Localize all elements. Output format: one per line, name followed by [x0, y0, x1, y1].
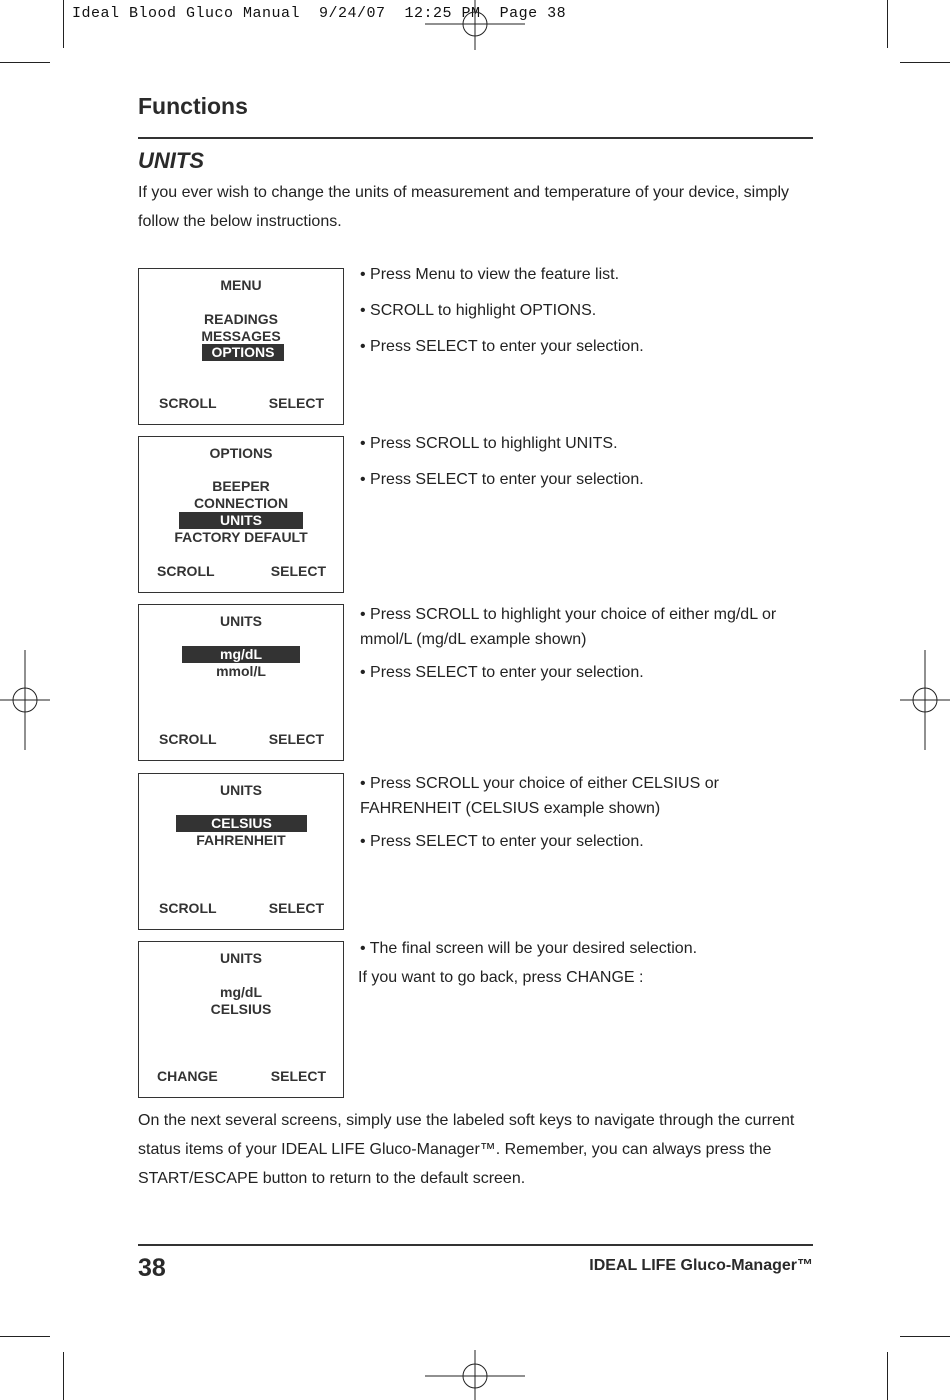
soft-key-right: SELECT — [268, 395, 324, 411]
step-line: • Press SCROLL to highlight your choice of either mg/dL or mmol/L (mg/dL example shown) — [360, 606, 777, 648]
crop-mark — [900, 1336, 950, 1337]
device-screen-units-glucose — [138, 604, 344, 761]
step-line: • The final screen will be your desired selection. — [360, 940, 698, 957]
step-line: • SCROLL to highlight OPTIONS. — [360, 302, 597, 319]
step-instructions — [360, 602, 815, 684]
step-line: • Press SELECT to enter your selection. — [360, 664, 644, 681]
section-title: Functions — [138, 93, 248, 119]
screen-item: FACTORY DEFAULT — [174, 529, 308, 545]
screen-title: UNITS — [220, 613, 262, 629]
footer-paragraph: On the next several screens, simply use the labeled soft keys to navigate through the current status items of your IDEAL LIFE Gluco-Manager™. Remember, you can always press the START/ESCAPE button to return to the default screen. — [138, 1112, 795, 1187]
soft-key-left: SCROLL — [159, 900, 217, 916]
footer-divider — [138, 1244, 813, 1246]
device-screen-menu — [138, 268, 344, 425]
step-line: If you want to go back, press CHANGE : — [358, 969, 644, 986]
soft-key-left: SCROLL — [159, 395, 217, 411]
registration-mark-icon — [425, 1350, 525, 1400]
step-instructions — [360, 771, 815, 853]
screen-item: mg/dL — [220, 984, 262, 1000]
step-instructions — [360, 264, 815, 358]
screen-item: BEEPER — [212, 478, 270, 494]
crop-mark — [0, 62, 50, 63]
step-line: • Press SCROLL to highlight UNITS. — [360, 435, 618, 452]
soft-key-left: CHANGE — [157, 1068, 218, 1084]
step-line: • Press SCROLL your choice of either CELSIUS or FAHRENHEIT (CELSIUS example shown) — [360, 775, 719, 817]
soft-key-right: SELECT — [268, 900, 324, 916]
screen-title: MENU — [220, 277, 262, 293]
device-screen-options — [138, 436, 344, 593]
screen-title: OPTIONS — [209, 445, 273, 461]
step-line: • Press SELECT to enter your selection. — [360, 833, 644, 850]
crop-mark — [887, 1352, 888, 1400]
screen-title: UNITS — [220, 950, 262, 966]
soft-key-left: SCROLL — [157, 563, 215, 579]
screen-item-highlighted: mg/dL — [182, 646, 300, 663]
screen-item-highlighted: CELSIUS — [176, 815, 307, 832]
screen-title: UNITS — [220, 782, 262, 798]
soft-key-right: SELECT — [268, 731, 324, 747]
step-instructions — [360, 433, 815, 491]
soft-key-right: SELECT — [270, 1068, 326, 1084]
screen-item-highlighted: UNITS — [179, 512, 303, 529]
screen-item: FAHRENHEIT — [196, 832, 286, 848]
soft-key-left: SCROLL — [159, 731, 217, 747]
screen-item-highlighted: OPTIONS — [202, 344, 284, 361]
crop-mark — [900, 62, 950, 63]
header-divider — [138, 137, 813, 139]
screen-item: CONNECTION — [193, 495, 289, 511]
brand-name: IDEAL LIFE Gluco-Manager™ — [589, 1257, 813, 1274]
screen-item: MESSAGES — [201, 328, 281, 344]
intro-text: If you ever wish to change the units of measurement and temperature of your device, simply follow the below instructions. — [138, 184, 789, 230]
print-slug: Ideal Blood Gluco Manual 9/24/07 12:25 PM Page 38 — [72, 5, 567, 22]
crop-mark — [887, 0, 888, 48]
screen-item: CELSIUS — [210, 1001, 272, 1017]
crop-mark — [0, 1336, 50, 1337]
device-screen-final — [138, 941, 344, 1098]
step-instructions — [360, 938, 815, 989]
step-line: • Press SELECT to enter your selection. — [360, 338, 644, 355]
units-heading: UNITS — [138, 148, 204, 173]
registration-mark-icon — [425, 0, 525, 50]
page-number: 38 — [138, 1254, 166, 1282]
device-screen-units-temperature — [138, 773, 344, 930]
screen-item: READINGS — [204, 311, 278, 327]
step-line: • Press Menu to view the feature list. — [360, 266, 620, 283]
crop-mark — [63, 1352, 64, 1400]
step-line: • Press SELECT to enter your selection. — [360, 471, 644, 488]
registration-mark-icon — [0, 650, 50, 750]
registration-mark-icon — [900, 650, 950, 750]
screen-item: mmol/L — [216, 663, 266, 679]
crop-mark — [63, 0, 64, 48]
soft-key-right: SELECT — [270, 563, 326, 579]
